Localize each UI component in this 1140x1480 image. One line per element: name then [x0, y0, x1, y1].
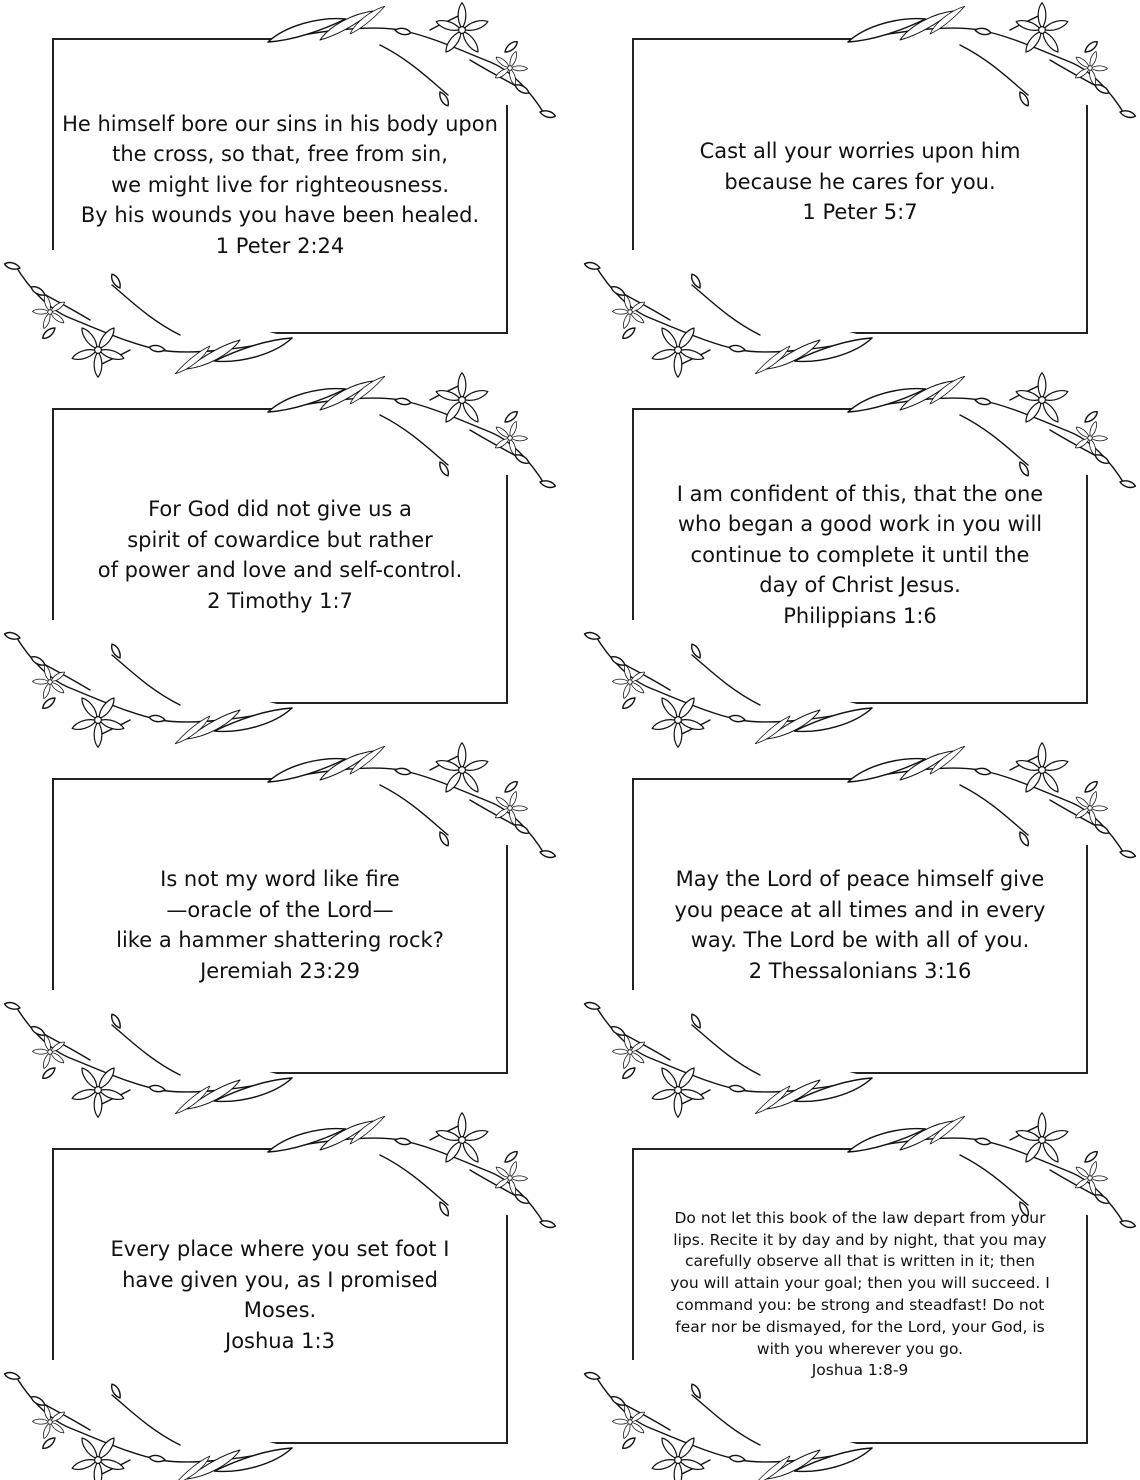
- verse-text: [52, 778, 508, 1072]
- verse-card: [0, 740, 560, 1110]
- verse-line: like a hammer shattering rock?: [116, 928, 444, 952]
- verse-reference: Joshua 1:3: [225, 1328, 335, 1353]
- verse-reference: 2 Thessalonians 3:16: [748, 958, 972, 983]
- verse-text: [52, 1148, 508, 1442]
- verse-text: [632, 38, 1088, 332]
- verse-reference: 1 Peter 5:7: [802, 200, 918, 224]
- verse-line: the cross, so that, free from sin,: [112, 142, 448, 167]
- verse-line: Is not my word like fire: [160, 867, 400, 891]
- verse-line: way. The Lord be with all of you.: [690, 928, 1030, 952]
- verse-card: [0, 0, 560, 370]
- verse-text: [632, 1148, 1088, 1442]
- verse-reference: Joshua 1:8-9: [811, 1361, 909, 1380]
- verse-line: For God did not give us a: [148, 497, 412, 521]
- verse-line: who began a good work in you will: [677, 512, 1043, 537]
- verse-line: of power and love and self-control.: [97, 558, 463, 582]
- verse-line: command you: be strong and steadfast! Do not: [675, 1296, 1045, 1314]
- verse-reference: 2 Timothy 1:7: [207, 588, 353, 613]
- verse-line: Every place where you set foot I: [110, 1237, 450, 1261]
- verse-reference: Philippians 1:6: [783, 603, 937, 628]
- verse-line: By his wounds you have been healed.: [80, 203, 480, 228]
- verse-line: have given you, as I promised: [122, 1267, 438, 1292]
- verse-line: Moses.: [243, 1298, 317, 1322]
- verse-card: [580, 370, 1140, 740]
- verse-line: you peace at all times and in every: [674, 897, 1046, 922]
- verse-line: May the Lord of peace himself give: [675, 867, 1045, 891]
- verse-card: [580, 0, 1140, 370]
- verse-line: He himself bore our sins in his body upon: [62, 111, 498, 136]
- verse-text: [632, 408, 1088, 702]
- verse-line: Cast all your worries upon him: [699, 139, 1021, 163]
- verse-line: I am confident of this, that the one: [676, 481, 1044, 506]
- verse-line: you will attain your goal; then you will succeed. I: [670, 1274, 1050, 1293]
- verse-line: continue to complete it until the: [690, 542, 1030, 567]
- verse-line: carefully observe all that is written in it; then: [685, 1252, 1035, 1271]
- verse-card: [580, 740, 1140, 1110]
- verse-line: with you wherever you go.: [756, 1339, 964, 1358]
- verse-line: —oracle of the Lord—: [166, 897, 394, 922]
- verse-line: lips. Recite it by day and by night, that you may: [673, 1230, 1047, 1249]
- verse-line: spirit of cowardice but rather: [127, 527, 433, 552]
- verse-reference: Jeremiah 23:29: [200, 958, 360, 983]
- verse-line: we might live for righteousness.: [111, 172, 449, 197]
- verse-text: [52, 408, 508, 702]
- verse-line: Do not let this book of the law depart from your: [674, 1208, 1046, 1227]
- verse-reference: 1 Peter 2:24: [215, 233, 345, 258]
- verse-card: [580, 1110, 1140, 1480]
- verse-text: [632, 778, 1088, 1072]
- verse-line: because he cares for you.: [724, 169, 996, 194]
- verse-card: [0, 1110, 560, 1480]
- verse-text: [52, 38, 508, 332]
- verse-card: [0, 370, 560, 740]
- verse-line: day of Christ Jesus.: [759, 573, 961, 598]
- verse-line: fear nor be dismayed, for the Lord, your God, is: [675, 1317, 1045, 1336]
